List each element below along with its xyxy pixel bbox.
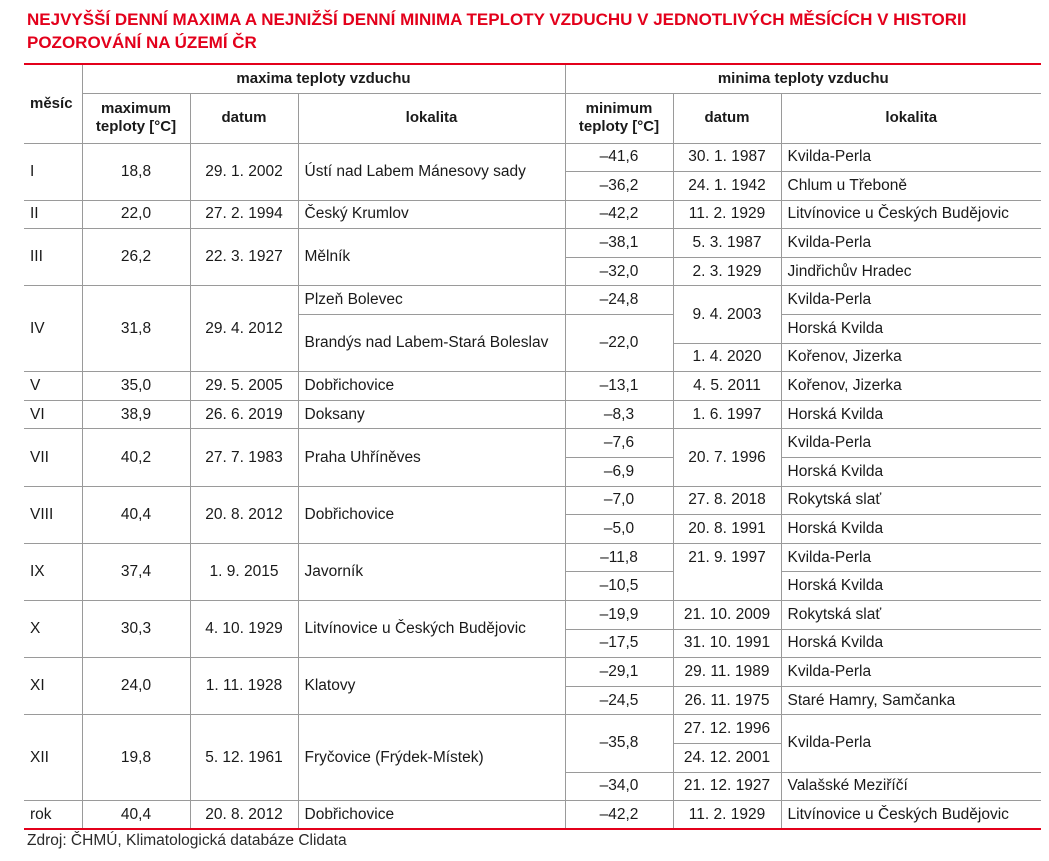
max-temp-cell: 35,0: [82, 372, 190, 401]
month-cell: VIII: [24, 486, 82, 543]
month-cell: II: [24, 200, 82, 229]
min-temp-cell: –6,9: [565, 458, 673, 487]
table-row: [24, 286, 1041, 315]
min-location-cell: Horská Kvilda: [781, 629, 1041, 658]
min-date-cell: 29. 11. 1989: [673, 658, 781, 687]
table-row: [24, 200, 1041, 229]
max-date-cell: 29. 5. 2005: [190, 372, 298, 401]
max-date-cell: 1. 11. 1928: [190, 658, 298, 715]
max-location-cell: Dobřichovice: [298, 801, 565, 830]
min-temp-cell: –11,8: [565, 543, 673, 572]
max-date-cell: 5. 12. 1961: [190, 715, 298, 801]
min-temp-cell: –32,0: [565, 257, 673, 286]
min-location-cell: Horská Kvilda: [781, 315, 1041, 344]
header-min-temp-line2: teploty [°C]: [578, 118, 660, 135]
max-date-cell: 20. 8. 2012: [190, 801, 298, 830]
table-row: [24, 601, 1041, 630]
min-date-cell: 24. 1. 1942: [673, 172, 781, 201]
month-cell: X: [24, 601, 82, 658]
max-location-cell: Plzeň Bolevec: [298, 286, 565, 315]
header-minima-group: minima teploty vzduchu: [565, 64, 1041, 93]
min-date-cell: 1. 4. 2020: [673, 343, 781, 372]
max-temp-cell: 31,8: [82, 286, 190, 372]
min-location-cell: Kvilda-Perla: [781, 429, 1041, 458]
min-temp-cell: –24,5: [565, 686, 673, 715]
min-temp-cell: –5,0: [565, 515, 673, 544]
header-maxima-group: maxima teploty vzduchu: [82, 64, 565, 93]
header-max-location: lokalita: [298, 93, 565, 143]
table-row: [24, 229, 1041, 258]
header-max-temp-line2: teploty [°C]: [95, 118, 177, 135]
max-location-cell: Javorník: [298, 543, 565, 600]
min-location-cell: Horská Kvilda: [781, 400, 1041, 429]
min-location-cell: Kvilda-Perla: [781, 715, 1041, 772]
max-location-cell: Litvínovice u Českých Budějovic: [298, 601, 565, 658]
max-location-cell: Klatovy: [298, 658, 565, 715]
max-date-cell: 20. 8. 2012: [190, 486, 298, 543]
table-row: [24, 429, 1041, 458]
table-row: [24, 400, 1041, 429]
min-location-cell: Kvilda-Perla: [781, 286, 1041, 315]
min-location-cell: Horská Kvilda: [781, 515, 1041, 544]
max-temp-cell: 24,0: [82, 658, 190, 715]
min-temp-cell: –17,5: [565, 629, 673, 658]
header-min-date: datum: [673, 93, 781, 143]
min-date-cell: 2. 3. 1929: [673, 257, 781, 286]
max-temp-cell: 30,3: [82, 601, 190, 658]
header-min-temp-line1: minimum: [585, 100, 653, 117]
min-location-cell: Kvilda-Perla: [781, 543, 1041, 572]
table-row: [24, 658, 1041, 687]
min-location-cell: Staré Hamry, Samčanka: [781, 686, 1041, 715]
header-max-date: datum: [190, 93, 298, 143]
source-note: Zdroj: ČHMÚ, Klimatologická databáze Clidata: [27, 832, 347, 849]
min-location-cell: Chlum u Třeboně: [781, 172, 1041, 201]
month-cell: III: [24, 229, 82, 286]
max-temp-cell: 18,8: [82, 143, 190, 200]
max-date-cell: 27. 2. 1994: [190, 200, 298, 229]
min-temp-cell: –36,2: [565, 172, 673, 201]
min-date-cell: 1. 6. 1997: [673, 400, 781, 429]
month-cell: VII: [24, 429, 82, 486]
min-temp-cell: –42,2: [565, 200, 673, 229]
min-date-cell: 11. 2. 1929: [673, 801, 781, 830]
min-date-cell: 4. 5. 2011: [673, 372, 781, 401]
max-date-cell: 29. 4. 2012: [190, 286, 298, 372]
min-date-cell: 21. 9. 1997: [673, 543, 781, 572]
min-location-cell: Kvilda-Perla: [781, 658, 1041, 687]
table-title: NEJVYŠŠÍ DENNÍ MAXIMA A NEJNIŽŠÍ DENNÍ MINIMA TEPLOTY VZDUCHU V JEDNOTLIVÝCH MĚSÍCÍCH V HISTORII POZOROVÁNÍ NA ÚZEMÍ ČR: [27, 10, 967, 52]
max-temp-cell: 22,0: [82, 200, 190, 229]
min-temp-cell: –7,0: [565, 486, 673, 515]
min-temp-cell: –13,1: [565, 372, 673, 401]
max-temp-cell: 19,8: [82, 715, 190, 801]
max-date-cell: 26. 6. 2019: [190, 400, 298, 429]
max-date-cell: 1. 9. 2015: [190, 543, 298, 600]
month-cell: XI: [24, 658, 82, 715]
max-location-cell: Fryčovice (Frýdek-Místek): [298, 715, 565, 801]
header-max-temp-line1: maximum: [100, 100, 172, 117]
min-temp-cell: –42,2: [565, 801, 673, 830]
max-temp-cell: 38,9: [82, 400, 190, 429]
month-cell: VI: [24, 400, 82, 429]
max-location-cell: Dobřichovice: [298, 486, 565, 543]
month-cell: IX: [24, 543, 82, 600]
table-row: [24, 543, 1041, 572]
table-row: [24, 372, 1041, 401]
month-cell: IV: [24, 286, 82, 372]
table-row: [24, 715, 1041, 744]
min-date-cell: 9. 4. 2003: [673, 286, 781, 343]
table-row: [24, 143, 1041, 172]
min-date-cell: 21. 12. 1927: [673, 772, 781, 801]
min-location-cell: Horská Kvilda: [781, 572, 1041, 601]
min-date-cell: 11. 2. 1929: [673, 200, 781, 229]
min-temp-cell: –29,1: [565, 658, 673, 687]
min-temp-cell: –41,6: [565, 143, 673, 172]
min-temp-cell: –34,0: [565, 772, 673, 801]
max-location-cell: Mělník: [298, 229, 565, 286]
min-location-cell: Kořenov, Jizerka: [781, 343, 1041, 372]
min-temp-cell: –10,5: [565, 572, 673, 601]
min-date-cell: 27. 12. 1996: [673, 715, 781, 744]
min-location-cell: Litvínovice u Českých Budějovic: [781, 801, 1041, 830]
max-date-cell: 4. 10. 1929: [190, 601, 298, 658]
max-date-cell: 29. 1. 2002: [190, 143, 298, 200]
min-location-cell: Rokytská slať: [781, 601, 1041, 630]
min-date-cell: 30. 1. 1987: [673, 143, 781, 172]
min-temp-cell: –19,9: [565, 601, 673, 630]
min-date-cell: [673, 572, 781, 601]
header-month: měsíc: [24, 64, 82, 143]
min-temp-cell: –7,6: [565, 429, 673, 458]
min-temp-cell: –24,8: [565, 286, 673, 315]
month-cell: V: [24, 372, 82, 401]
month-cell: I: [24, 143, 82, 200]
table-row: [24, 801, 1041, 830]
min-date-cell: 21. 10. 2009: [673, 601, 781, 630]
temperature-records-table: [24, 63, 1041, 830]
month-cell: rok: [24, 801, 82, 830]
min-location-cell: Rokytská slať: [781, 486, 1041, 515]
header-min-location: lokalita: [781, 93, 1041, 143]
min-date-cell: 24. 12. 2001: [673, 743, 781, 772]
max-location-cell: Český Krumlov: [298, 200, 565, 229]
min-date-cell: 20. 8. 1991: [673, 515, 781, 544]
max-temp-cell: 37,4: [82, 543, 190, 600]
min-temp-cell: –35,8: [565, 715, 673, 772]
min-location-cell: Valašské Meziříčí: [781, 772, 1041, 801]
min-date-cell: 27. 8. 2018: [673, 486, 781, 515]
max-date-cell: 22. 3. 1927: [190, 229, 298, 286]
min-location-cell: Horská Kvilda: [781, 458, 1041, 487]
min-location-cell: Kořenov, Jizerka: [781, 372, 1041, 401]
max-temp-cell: 40,2: [82, 429, 190, 486]
max-temp-cell: 40,4: [82, 801, 190, 830]
max-date-cell: 27. 7. 1983: [190, 429, 298, 486]
max-location-cell: Doksany: [298, 400, 565, 429]
min-location-cell: Litvínovice u Českých Budějovic: [781, 200, 1041, 229]
min-location-cell: Jindřichův Hradec: [781, 257, 1041, 286]
max-location-cell: Praha Uhříněves: [298, 429, 565, 486]
max-temp-cell: 26,2: [82, 229, 190, 286]
min-location-cell: Kvilda-Perla: [781, 143, 1041, 172]
max-location-cell: Ústí nad Labem Mánesovy sady: [298, 143, 565, 200]
min-temp-cell: –38,1: [565, 229, 673, 258]
min-temp-cell: –8,3: [565, 400, 673, 429]
max-temp-cell: 40,4: [82, 486, 190, 543]
min-date-cell: 26. 11. 1975: [673, 686, 781, 715]
header-max-temp: [82, 93, 190, 143]
min-temp-cell: –22,0: [565, 315, 673, 372]
max-location-cell: Brandýs nad Labem-Stará Boleslav: [298, 315, 565, 372]
header-min-temp: [565, 93, 673, 143]
min-date-cell: 5. 3. 1987: [673, 229, 781, 258]
max-location-cell: Dobřichovice: [298, 372, 565, 401]
month-cell: XII: [24, 715, 82, 801]
min-date-cell: 20. 7. 1996: [673, 429, 781, 486]
table-row: [24, 486, 1041, 515]
min-location-cell: Kvilda-Perla: [781, 229, 1041, 258]
min-date-cell: 31. 10. 1991: [673, 629, 781, 658]
